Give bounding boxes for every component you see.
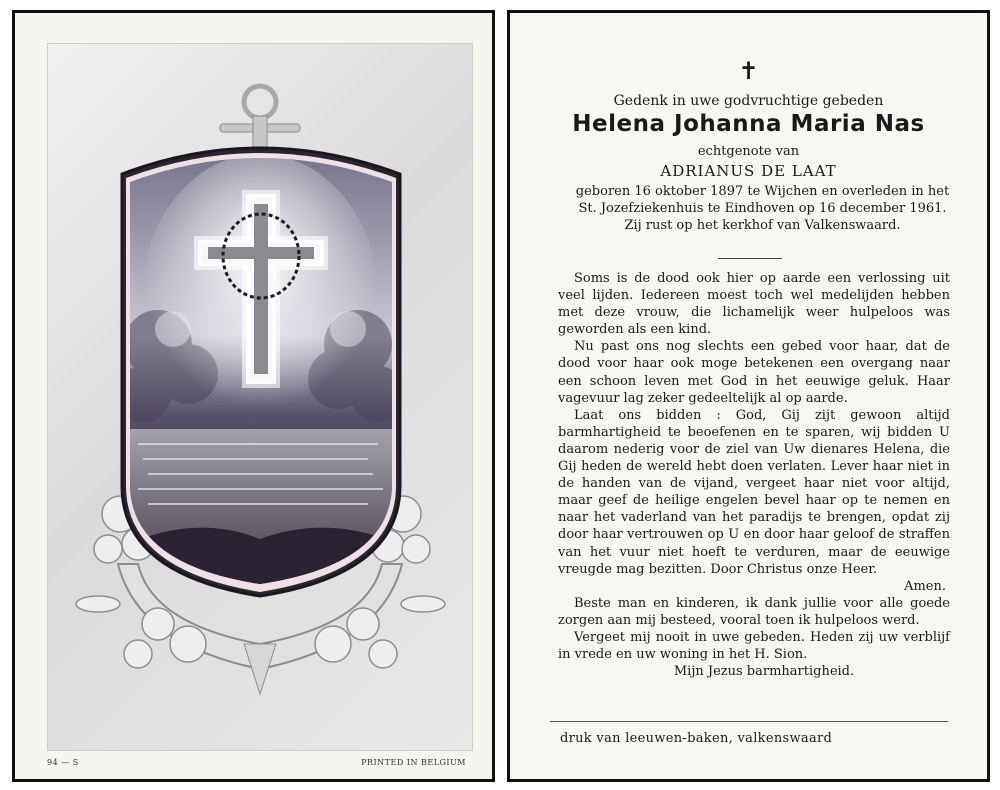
life-dates bbox=[574, 183, 951, 234]
cross-icon: ✝ bbox=[738, 57, 759, 85]
intro-line: Gedenk in uwe godvruchtige gebeden bbox=[613, 93, 884, 109]
spouse-name: ADRIANUS DE LAAT bbox=[660, 162, 837, 180]
spouse-intro: echtgenote van bbox=[697, 144, 800, 159]
paragraph: Beste man en kinderen, ik dank jullie voor alle goede zorgen aan mij besteed, vooral toen ik hulpeloos werd. bbox=[558, 595, 950, 628]
card-number: 94 — S bbox=[47, 758, 79, 767]
memorial-card-text bbox=[507, 10, 990, 782]
memorial-card-front bbox=[12, 10, 495, 782]
printer-divider bbox=[550, 721, 948, 722]
closing-line: Mijn Jezus barmhartigheid. bbox=[673, 664, 855, 680]
prayer-text bbox=[558, 270, 950, 680]
deceased-name: Helena Johanna Maria Nas bbox=[572, 111, 925, 137]
divider bbox=[718, 258, 782, 259]
birth-death-text: geboren 16 oktober 1897 te Wijchen en overleden in het St. Jozefziekenhuis te Eindhoven op 16 december 1961. bbox=[575, 184, 950, 216]
paragraph: Nu past ons nog slechts een gebed voor haar, dat de dood voor haar ook moge betekenen een overgang naar een schoon leven met God in het eeuwige geluk. Haar vagevuur lag zeker gedeeltelijk al op aarde. bbox=[558, 339, 950, 406]
printed-in-label: PRINTED IN BELGIUM bbox=[361, 758, 466, 767]
amen-line: Amen. bbox=[904, 578, 946, 594]
printer-credit: druk van leeuwen-baken, valkenswaard bbox=[560, 731, 833, 746]
paragraph: Vergeet mij nooit in uwe gebeden. Heden zij uw verblijf in vrede en uw woning in het H. Sion. bbox=[558, 629, 950, 663]
anchor-shield-cross-sea-icon bbox=[48, 44, 472, 750]
paragraph: Soms is de dood ook hier op aarde een verlossing uit veel lijden. Iedereen moest toch wel medelijden hebben met deze vrouw, die lichamelijk weer hulpeloos was geworden als een kind. bbox=[558, 271, 950, 338]
picture-frame bbox=[47, 43, 473, 751]
burial-text: Zij rust op het kerkhof van Valkenswaard. bbox=[624, 218, 901, 233]
paragraph: Laat ons bidden : God, Gij zijt gewoon altijd barmhartigheid te beoefenen en te sparen, wij bidden U daarom nederig voor de ziel van Uw dienares Helena, die Gij heden de wereld hebt doen verlaten. Lever haar niet in de handen van de vijand, vergeet haar niet voor altijd, maar geef de heilige engelen bevel haar op te nemen en naar het vaderland van het paradijs te brengen, opdat zij door haar vertrouwen op U en door haar geloof de straffen van het vuur niet hoeft te verduren, maar de eeuwige vreugde mag bezitten. Door Christus onze Heer. bbox=[558, 407, 950, 577]
